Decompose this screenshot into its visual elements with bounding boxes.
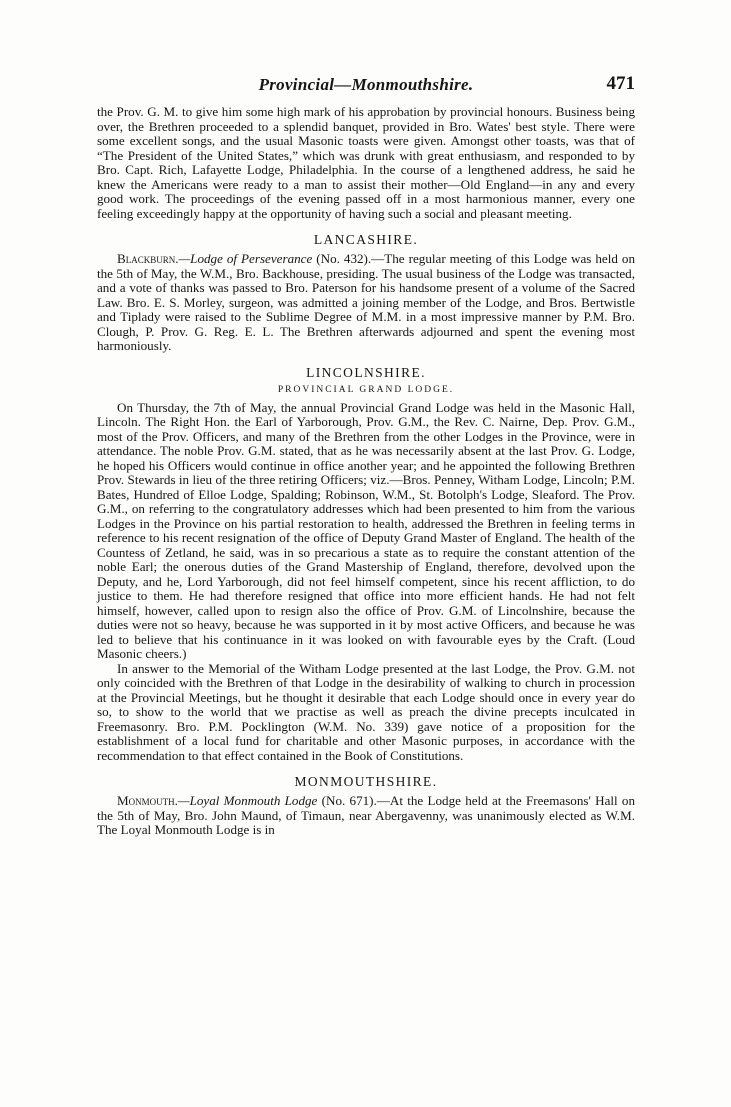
place-name: Blackburn. — [117, 251, 179, 266]
lancashire-paragraph — [97, 252, 635, 354]
paragraph-body: (No. 671).—At the Lodge held at the Freemasons' Hall on the 5th of May, Bro. John Maund, of Timaun, near Abergavenny, was unanimously elected as W.M. The Loyal Monmouth Lodge is in — [97, 793, 636, 837]
lodge-name: —Lodge of Perseverance — [178, 251, 313, 266]
paragraph-body: (No. 432).—The regular meeting of this Lodge was held on the 5th of May, the W.M., Bro. Backhouse, presiding. The usual business of the Lodge was transacted, and a vote of thanks was passed to Bro. Paterson for his handsome present of a volume of the Sacred Law. Bro. E. S. Morley, surgeon, was admitted a joining member of the Lodge, and Bros. Bertwistle and Tiplady were raised to the Sublime Degree of M.M. in a most impressive manner by P.M. Bro. Clough, P. Prov. G. Reg. E. L. The Brethren afterwards adjourned and spent the evening most harmoniously. — [97, 251, 636, 353]
section-heading-lancashire: LANCASHIRE. — [313, 232, 419, 247]
continued-paragraph: the Prov. G. M. to give him some high mark of his approbation by provincial honours. Business being over, the Brethren proceeded to a splendid banquet, provided in Bro. Wates' best style. There were some excellent songs, and the usual Masonic toasts were given. Amongst other toasts, was that of “The President of the United States,” which was drunk with great enthusiasm, and responded to by Bro. Capt. Rich, Lafayette Lodge, Philadelphia. In the course of a lengthened address, he said he knew the Americans were ready to a man to assist their mother—Old England—in any and every good work. The proceedings of the evening passed off in a most harmonious manner, every one feeling exceedingly happy at the opportunity of having such a social and pleasant meeting. — [97, 104, 635, 221]
section-subheading: PROVINCIAL GRAND LODGE. — [277, 384, 455, 395]
section-heading-lincolnshire: LINCOLNSHIRE. — [306, 364, 426, 380]
running-head — [97, 75, 635, 105]
section-heading-monmouthshire: MONMOUTHSHIRE. — [294, 774, 438, 789]
book-page — [97, 75, 635, 838]
running-title: Provincial—Monmouthshire. — [258, 75, 474, 94]
lincolnshire-paragraph-2: In answer to the Memorial of the Witham Lodge presented at the last Lodge, the Prov. G.M. not only coincided with the Brethren of that Lodge in the desirability of walking to church in procession at the Provincial Meetings, but he thought it desirable that each Lodge should once in every year do so, to show to the world that we practise as well as preach the divine precepts inculcated in Freemasonry. Bro. P.M. Pocklington (W.M. No. 339) gave notice of a proposition for the establishment of a local fund for charitable and other Masonic purposes, in accordance with the recommendation to that effect contained in the Book of Constitutions. — [97, 660, 635, 763]
lodge-name: —Loyal Monmouth Lodge — [177, 793, 318, 808]
monmouthshire-paragraph — [97, 794, 635, 838]
page-number: 471 — [606, 73, 635, 94]
lincolnshire-paragraph-1: On Thursday, the 7th of May, the annual Provincial Grand Lodge was held in the Masonic Hall, Lincoln. The Right Hon. the Earl of Yarborough, Prov. G.M., the Rev. C. Nairne, Dep. Prov. G.M., most of the Prov. Officers, and many of the Brethren from the other Lodges in the Province, were in attendance. The noble Prov. G.M. stated, that as he was necessarily absent at the last Prov. G. Lodge, he hoped his Officers would continue in office another year; and he appointed the following Brethren Prov. Stewards in lieu of the three retiring Officers; viz.—Bros. Penney, Witham Lodge, Lincoln; P.M. Bates, Hundred of Elloe Lodge, Spalding; Robinson, W.M., St. Botolph's Lodge, Sleaford. The Prov. G.M., on referring to the congratulatory addresses which had been presented to him from the various Lodges in the Province on his partial restoration to health, addressed the Brethren in feeling terms in reference to his recent resignation of the office of Deputy Grand Master of England. The health of the Countess of Zetland, he said, was in so precarious a state as to require the constant attention of the noble Earl; the onerous duties of the Grand Mastership of England, therefore, devolved upon the Deputy, and he, Lord Yarborough, did not feel himself competent, since his recent affliction, to do justice to them. He had therefore resigned that office into more efficient hands. He had not felt himself, however, called upon to resign also the office of Prov. G.M. of Lincolnshire, because the duties were not so heavy, because he was supported in it by most active Officers, and because he was led to believe that his continuance in it was looked on with favourable eyes by the Craft. (Loud Masonic cheers.) — [97, 399, 635, 661]
place-name: Monmouth. — [117, 793, 178, 808]
